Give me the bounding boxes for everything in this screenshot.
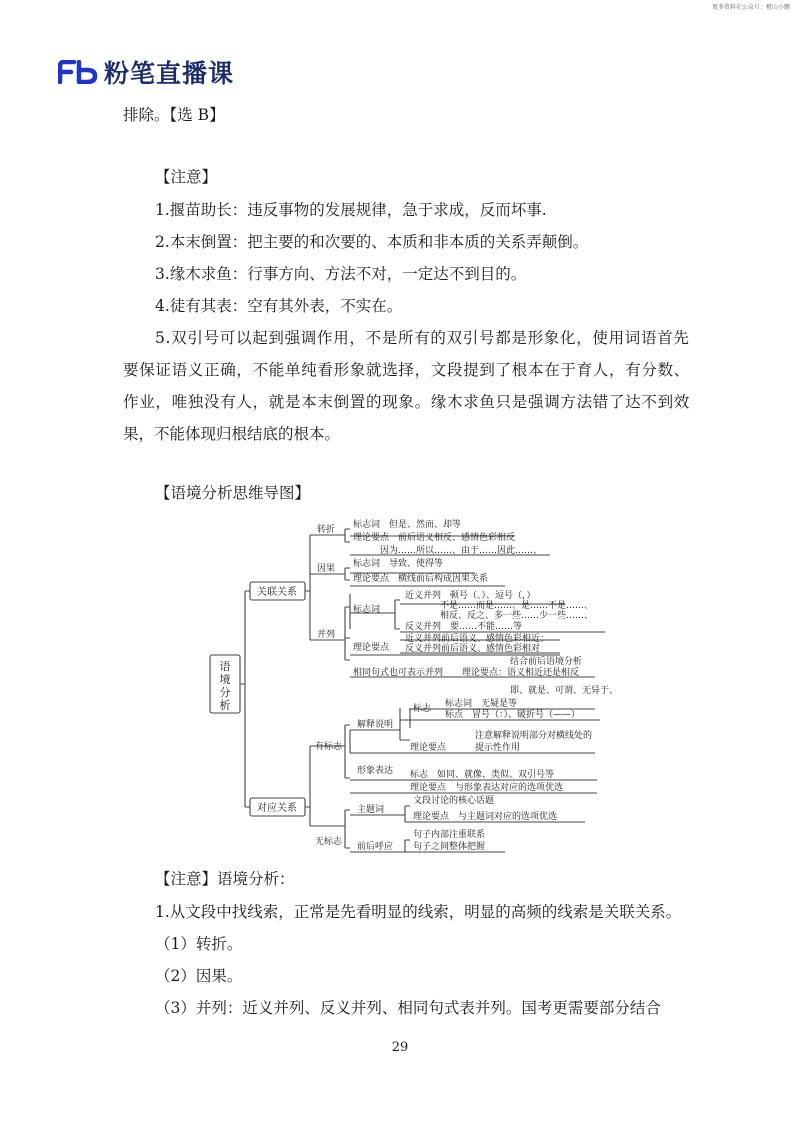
mindmap-node: 因果	[317, 564, 336, 574]
mindmap-leaf: 反义并列前后语义、感情色彩相对	[405, 644, 541, 654]
mindmap-leaf: 提示性作用	[475, 743, 521, 753]
answer-line: 排除。【选 B】	[123, 106, 225, 124]
mindmap-title: 【语境分析思维导图】	[155, 484, 311, 502]
mindmap-node: 标志	[413, 704, 432, 714]
mindmap-branch: 关联关系	[257, 587, 297, 598]
mindmap-leaf: 理论要点 横线前后构成因果关系	[353, 574, 489, 584]
note-title: 【注意】	[155, 168, 218, 186]
mindmap-leaf: 理论要点 前后语义相反、感情色彩相反	[353, 533, 516, 543]
brand-name: 粉笔直播课	[104, 59, 235, 88]
analysis-line: （2）因果。	[155, 967, 243, 985]
note-paragraph-line: 5.双引号可以起到强调作用，不是所有的双引号都是形象化，使用词语首先	[155, 329, 690, 347]
mindmap-leaf: 不是……而是……、是……不是……、	[440, 601, 594, 611]
note-item: 1.揠苗助长：违反事物的发展规律，急于求成，反而坏事.	[155, 201, 547, 219]
mindmap-branch: 对应关系	[257, 803, 297, 814]
note-paragraph-line: 要保证语义正确，不能单纯看形象就选择，文段提到了根本在于育人，有分数、	[123, 361, 691, 379]
mindmap-node: 主题词	[357, 805, 385, 815]
mindmap-leaf: 即、就是、可谓、无异于、	[510, 686, 619, 696]
mindmap-leaf: 标志 如同、就像、类似、双引号等	[410, 770, 555, 780]
analysis-line: （1）转折。	[155, 935, 243, 953]
mindmap-node: 无标志	[315, 837, 343, 847]
mindmap-leaf: 近义并列前后语义、感情色彩相近；	[405, 634, 550, 644]
mindmap-leaf: 标点 冒号（：）、破折号（——）	[445, 710, 581, 720]
mindmap-leaf: 句子内部注重联系	[413, 830, 486, 840]
note-item: 2.本末倒置：把主要的和次要的、本质和非本质的关系弄颠倒。	[155, 233, 589, 251]
mindmap-leaf: 理论要点 与主题词对应的选项优选	[413, 812, 558, 822]
mindmap-leaf: 注意解释说明部分对横线处的	[475, 731, 593, 741]
note-paragraph-line: 作业，唯独没有人，就是本末倒置的现象。缘木求鱼只是强调方法错了达不到效	[123, 393, 691, 411]
mindmap-node: 转折	[317, 525, 336, 535]
mindmap-node: 并列	[317, 630, 336, 640]
mindmap-node: 理论要点	[410, 743, 447, 753]
mindmap-node: 有标志	[315, 742, 343, 752]
mindmap-leaf: 句子之间整体把握	[413, 842, 486, 852]
mindmap-node: 相同句式也可表示并列	[353, 668, 444, 678]
mindmap-svg	[205, 510, 625, 855]
mindmap-leaf: 结合前后语境分析	[510, 657, 583, 667]
page-number: 29	[391, 1040, 409, 1055]
analysis-line: 1.从文段中找线索，正常是先看明显的线索，明显的高频的线索是关联关系。	[155, 903, 682, 921]
mindmap-node: 标志词	[353, 605, 381, 615]
fb-logo-icon	[58, 60, 98, 84]
mindmap-node: 形象表达	[357, 766, 394, 776]
note-paragraph-line: 果，不能体现归根结底的根本。	[123, 425, 341, 443]
mindmap-node: 理论要点	[353, 643, 390, 653]
mindmap-diagram	[205, 510, 625, 859]
mindmap-leaf: 因为……所以……、由于……因此……、	[380, 546, 543, 556]
analysis-title: 【注意】语境分析：	[155, 870, 295, 888]
watermark: 更多资料社公众号：橙山小鹏	[711, 4, 790, 11]
mindmap-root: 语境分析	[219, 660, 231, 712]
mindmap-leaf: 相反、反之、多一些……少一些……、	[440, 611, 594, 621]
mindmap-leaf: 文段讨论的核心话题	[413, 796, 495, 806]
mindmap-leaf: 理论要点：语义相近还是相反	[462, 668, 580, 678]
brand-logo	[58, 54, 234, 90]
mindmap-node: 前后呼应	[357, 842, 394, 852]
note-item: 4.徒有其表：空有其外表，不实在。	[155, 297, 403, 315]
mindmap-leaf: 理论要点 与形象表达对应的选项优选	[410, 783, 564, 793]
mindmap-node: 解释说明	[357, 720, 394, 730]
mindmap-leaf: 反义并列 要……不能……等	[405, 622, 523, 632]
mindmap-leaf: 近义并列 顿号（、）、逗号（，）	[405, 591, 536, 601]
mindmap-leaf: 标志词 导致、使得等	[353, 559, 444, 569]
mindmap-leaf: 标志词 无疑是等	[445, 699, 518, 709]
note-item: 3.缘木求鱼：行事方向、方法不对，一定达不到目的。	[155, 265, 527, 283]
analysis-line: （3）并列：近义并列、反义并列、相同句式表并列。国考更需要部分结合	[155, 999, 661, 1017]
mindmap-leaf: 标志词 但是、然而、却等	[353, 520, 462, 530]
